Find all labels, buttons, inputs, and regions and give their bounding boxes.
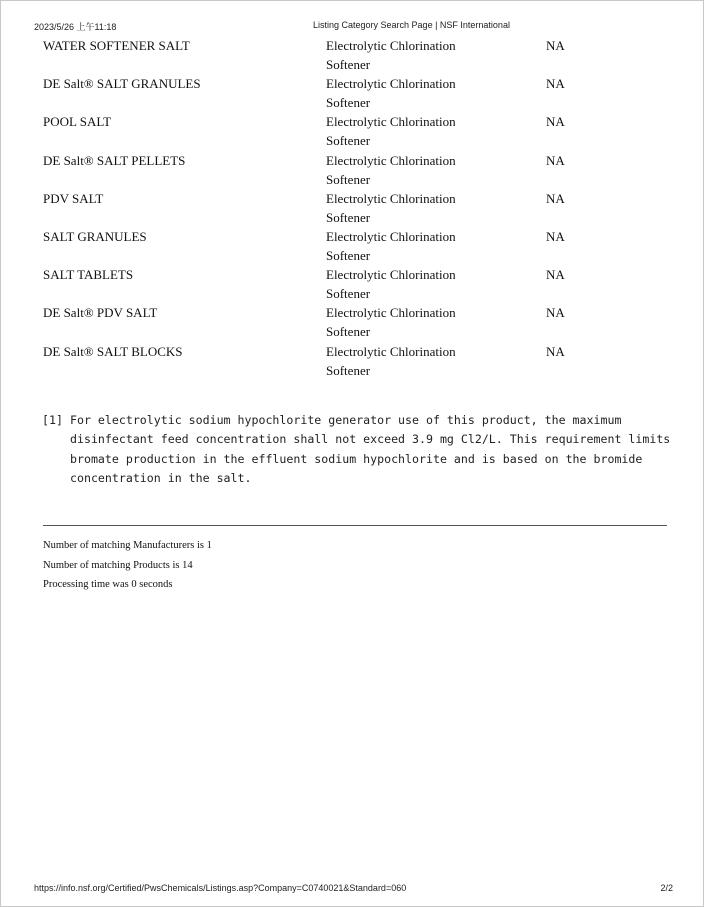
- product-use: Electrolytic Chlorination Softener: [326, 152, 456, 187]
- product-use: Electrolytic Chlorination Softener: [326, 267, 456, 302]
- table-row: [1, 151, 704, 189]
- print-url: https://info.nsf.org/Certified/PwsChemicals/Listings.asp?Company=C0740021&Standard=060: [34, 883, 407, 893]
- product-use: Electrolytic Chlorination Softener: [326, 228, 456, 263]
- product-use: Electrolytic Chlorination Softener: [326, 305, 456, 340]
- listing-table: [1, 36, 704, 380]
- table-row: [1, 189, 704, 227]
- footnote-line: bromate production in the effluent sodium hypochlorite and is based on the bromide: [70, 451, 643, 466]
- product-use: Electrolytic Chlorination Softener: [326, 76, 456, 111]
- table-row: [1, 112, 704, 150]
- product-value: NA: [546, 190, 565, 206]
- product-name: PDV SALT: [43, 190, 104, 206]
- table-row: [1, 227, 704, 265]
- product-name: POOL SALT: [43, 114, 112, 130]
- print-page-title: Listing Category Search Page | NSF International: [313, 20, 510, 30]
- table-row: [1, 74, 704, 112]
- product-name: DE Salt® SALT GRANULES: [43, 76, 201, 92]
- table-row: [1, 265, 704, 303]
- product-use: Electrolytic Chlorination Softener: [326, 343, 456, 378]
- search-stats: [43, 536, 212, 595]
- footnote-marker: [1]: [42, 413, 63, 427]
- divider: [43, 525, 667, 526]
- product-use: Electrolytic Chlorination Softener: [326, 190, 456, 225]
- footnote-line: disinfectant feed concentration shall not exceed 3.9 mg Cl2/L. This requirement limits: [70, 432, 671, 447]
- footnote-line: For electrolytic sodium hypochlorite generator use of this product, the maximum: [70, 413, 622, 427]
- product-name: WATER SOFTENER SALT: [43, 38, 190, 53]
- product-value: NA: [546, 267, 565, 283]
- product-value: NA: [546, 343, 565, 359]
- product-value: NA: [546, 76, 565, 92]
- product-name: DE Salt® SALT PELLETS: [43, 152, 186, 168]
- product-name: DE Salt® PDV SALT: [43, 305, 158, 321]
- processing-time: Processing time was 0 seconds: [43, 579, 173, 590]
- table-row: [1, 342, 704, 380]
- product-value: NA: [546, 152, 565, 168]
- product-value: NA: [546, 38, 565, 53]
- product-name: SALT GRANULES: [43, 228, 147, 244]
- table-row: [1, 36, 704, 74]
- product-use: Electrolytic Chlorination Softener: [326, 114, 456, 149]
- manufacturer-count: Number of matching Manufacturers is 1: [43, 540, 212, 551]
- product-name: SALT TABLETS: [43, 267, 134, 283]
- product-count: Number of matching Products is 14: [43, 559, 193, 571]
- page-number: 2/2: [660, 883, 673, 893]
- footnote: [42, 411, 682, 488]
- product-value: NA: [546, 114, 565, 130]
- footnote-line: concentration in the salt.: [70, 470, 252, 485]
- print-timestamp: 2023/5/26 上午11:18: [34, 22, 117, 32]
- product-use: Electrolytic Chlorination Softener: [326, 38, 456, 72]
- product-value: NA: [546, 228, 565, 244]
- product-name: DE Salt® SALT BLOCKS: [43, 343, 183, 359]
- table-row: [1, 303, 704, 341]
- product-value: NA: [546, 305, 565, 321]
